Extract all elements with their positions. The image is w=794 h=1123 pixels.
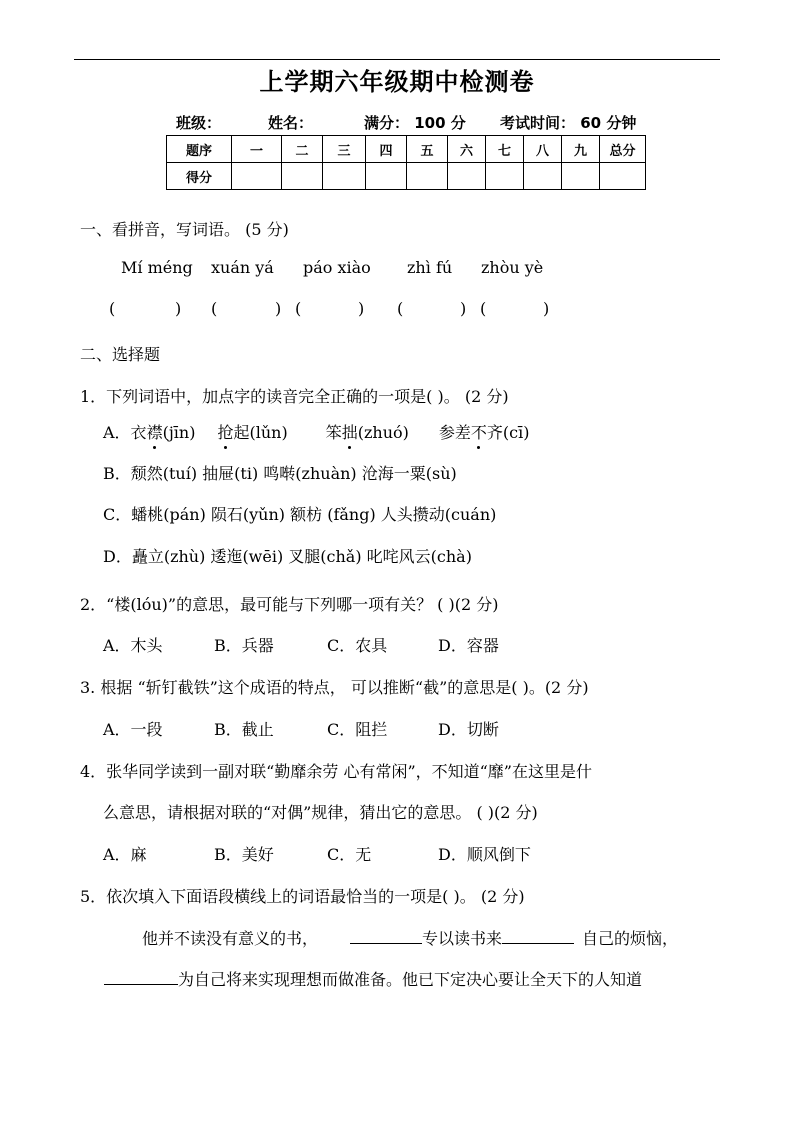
q4-stem-line1: 4．张华同学读到一副对联“勤靡余劳 心有常闲”，不知道“靡”在这里是什 xyxy=(80,762,592,781)
q4-option-d: D．顺风倒下 xyxy=(438,845,531,864)
dotted-char: 拙 xyxy=(342,420,358,443)
score-cell[interactable] xyxy=(323,163,366,190)
answer-paren-close: ) xyxy=(275,299,282,318)
score-row-order xyxy=(167,136,646,163)
score-row-points xyxy=(167,163,646,190)
q2-option-a: A．木头 xyxy=(103,636,163,655)
q2-option-d: D．容器 xyxy=(438,636,499,655)
score-cell[interactable] xyxy=(562,163,600,190)
answer-paren-open: ( xyxy=(295,299,302,318)
row-label-points: 得分 xyxy=(167,163,232,190)
dotted-char: 襟 xyxy=(147,420,163,443)
q1-option-d: D．矗立(zhù) 逶迤(wēi) 叉腿(chǎ) 叱咤风云(chà) xyxy=(103,547,472,566)
fill-blank[interactable] xyxy=(350,927,422,944)
col-7: 七 xyxy=(486,136,524,163)
q1-option-c: C．蟠桃(pán) 陨石(yǔn) 额枋 (fǎng) 人头攒动(cuán) xyxy=(103,505,497,524)
score-cell[interactable] xyxy=(366,163,407,190)
col-5: 五 xyxy=(407,136,448,163)
score-cell[interactable] xyxy=(232,163,282,190)
fill-blank[interactable] xyxy=(104,968,178,985)
q1-stem: 1．下列词语中，加点字的读音完全正确的一项是( )。 (2 分) xyxy=(80,387,509,406)
dotted-char: 抢 xyxy=(217,420,233,443)
score-cell[interactable] xyxy=(524,163,562,190)
answer-paren-close: ) xyxy=(543,299,550,318)
score-cell[interactable] xyxy=(282,163,323,190)
answer-paren-open: ( xyxy=(480,299,487,318)
col-2: 二 xyxy=(282,136,323,163)
dotted-char: 不 xyxy=(471,420,487,443)
q5-paragraph-line1: 他并不读没有意义的书， 专以读书来 自己的烦恼， xyxy=(142,929,679,948)
name-label: 姓名： xyxy=(268,114,314,132)
col-total: 总分 xyxy=(600,136,646,163)
pinyin-2: xuán yá xyxy=(211,258,274,277)
q3-option-b: B．截止 xyxy=(214,720,274,739)
q1-option-a: A．衣襟(jīn) 抢起(lǔn) 笨拙(zhuó) 参差不齐(cī) xyxy=(103,420,529,443)
answer-paren-open: ( xyxy=(211,299,218,318)
row-label-order: 题序 xyxy=(167,136,232,163)
q5-paragraph-line2: 为自己将来实现理想而做准备。他已下定决心要让全天下的人知道 xyxy=(104,967,642,990)
answer-paren-open: ( xyxy=(109,299,116,318)
score-cell[interactable] xyxy=(448,163,486,190)
answer-paren-close: ) xyxy=(358,299,365,318)
q2-stem: 2．“楼(lóu)”的意思，最可能与下列哪一项有关？ ( )(2 分) xyxy=(80,595,499,614)
q1-option-b: B．颓然(tuí) 抽屉(ti) 鸣啭(zhuàn) 沧海一粟(sù) xyxy=(103,464,457,483)
score-cell[interactable] xyxy=(407,163,448,190)
q4-option-b: B．美好 xyxy=(214,845,274,864)
q4-stem-line2: 么意思，请根据对联的“对偶”规律，猜出它的意思。 ( )(2 分) xyxy=(103,803,538,822)
full-score: 满分： 100 分 xyxy=(364,114,466,132)
col-8: 八 xyxy=(524,136,562,163)
q4-option-a: A．麻 xyxy=(103,845,147,864)
score-cell[interactable] xyxy=(486,163,524,190)
section2-title: 二、选择题 xyxy=(80,345,161,364)
score-cell[interactable] xyxy=(600,163,646,190)
pinyin-5: zhòu yè xyxy=(481,258,544,277)
q5-stem: 5．依次填入下面语段横线上的词语最恰当的一项是( )。 (2 分) xyxy=(80,887,525,906)
q3-option-a: A．一段 xyxy=(103,720,163,739)
q3-option-d: D．切断 xyxy=(438,720,499,739)
fill-blank[interactable] xyxy=(502,927,574,944)
pinyin-1: Mí méng xyxy=(121,258,193,277)
answer-paren-close: ) xyxy=(460,299,467,318)
answer-paren-open: ( xyxy=(397,299,404,318)
answer-paren-close: ) xyxy=(175,299,182,318)
q2-option-b: B．兵器 xyxy=(214,636,274,655)
exam-time: 考试时间： 60 分钟 xyxy=(500,114,637,132)
col-4: 四 xyxy=(366,136,407,163)
pinyin-4: zhì fú xyxy=(407,258,453,277)
q3-option-c: C．阻拦 xyxy=(327,720,388,739)
page-title: 上学期六年级期中检测卷 xyxy=(259,68,535,96)
q4-option-c: C．无 xyxy=(327,845,372,864)
class-label: 班级： xyxy=(176,114,222,132)
q3-stem: 3. 根据 “斩钉截铁”这个成语的特点， 可以推断“截”的意思是( )。(2 分) xyxy=(80,678,589,697)
score-table xyxy=(166,135,646,190)
col-1: 一 xyxy=(232,136,282,163)
col-3: 三 xyxy=(323,136,366,163)
top-rule xyxy=(74,59,720,60)
section1-title: 一、看拼音，写词语。 (5 分) xyxy=(80,220,289,239)
q2-option-c: C．农具 xyxy=(327,636,388,655)
pinyin-3: páo xiào xyxy=(303,258,371,277)
col-9: 九 xyxy=(562,136,600,163)
col-6: 六 xyxy=(448,136,486,163)
